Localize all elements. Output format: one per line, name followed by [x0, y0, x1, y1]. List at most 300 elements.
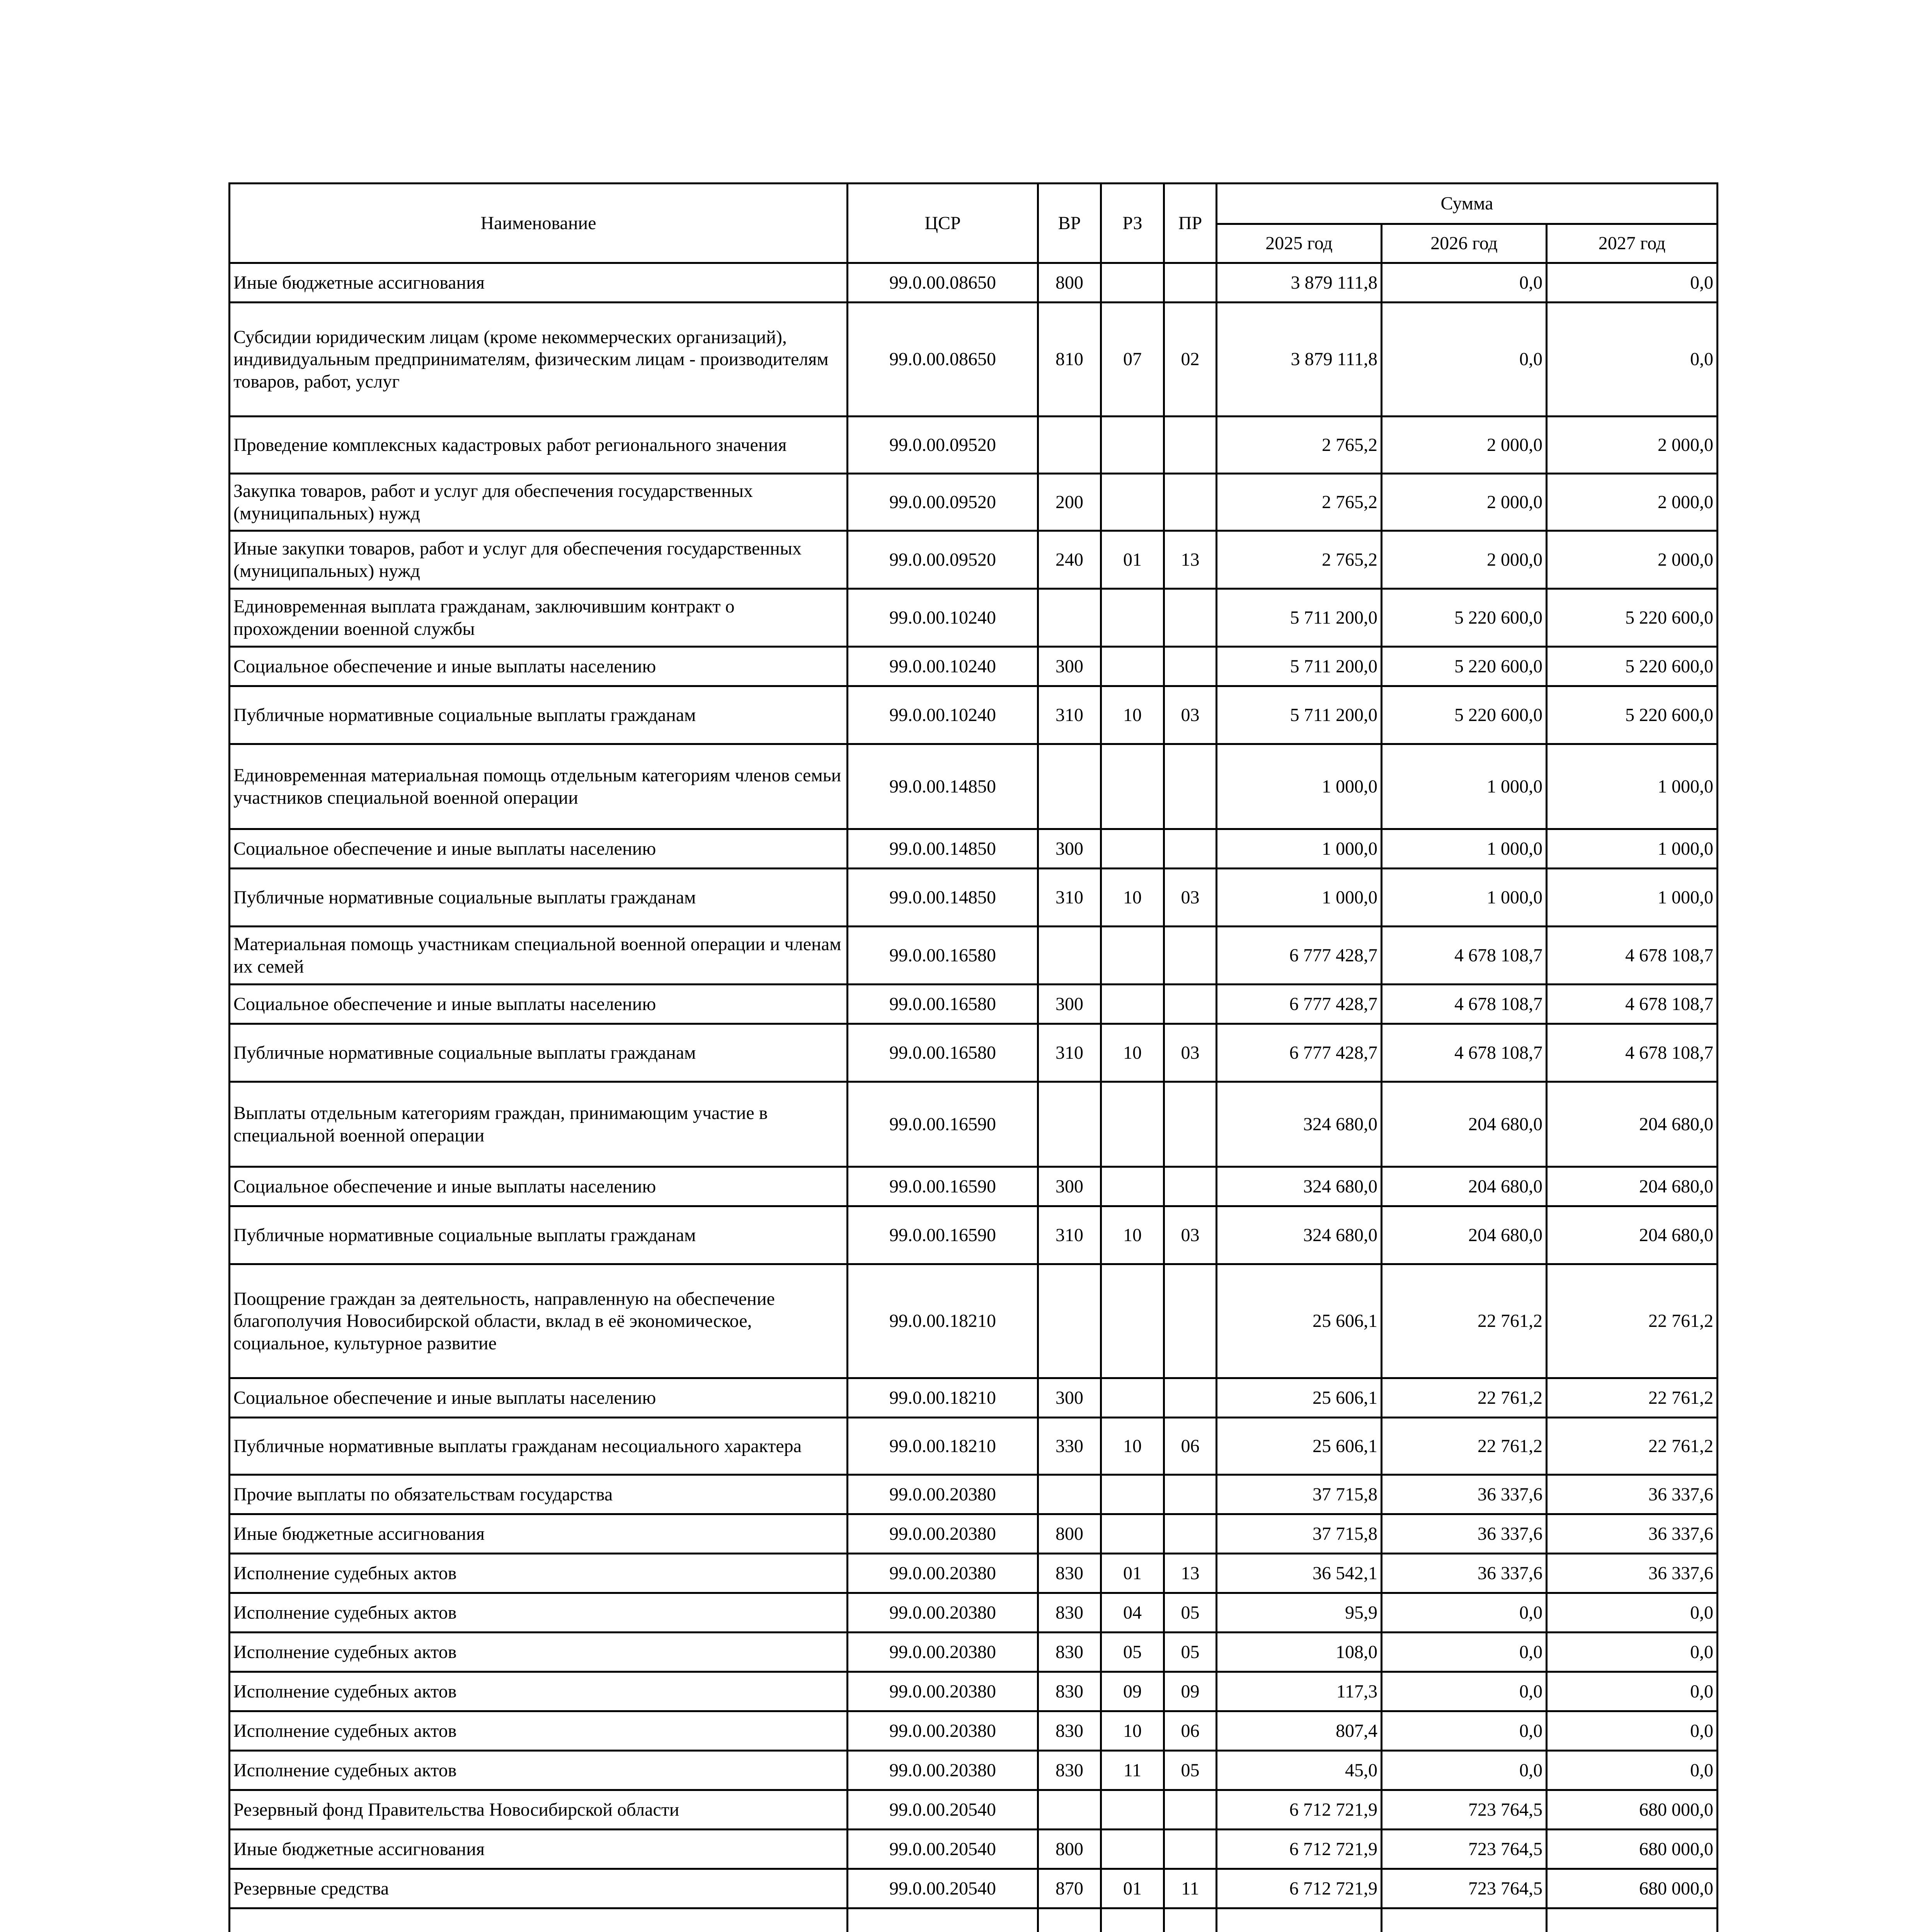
- cell-y2027: 204 680,0: [1547, 1167, 1718, 1206]
- cell-y2027: 4 678 108,7: [1547, 985, 1718, 1024]
- cell-rz: 01: [1101, 531, 1164, 589]
- cell-name: Исполнение судебных актов: [230, 1672, 848, 1711]
- cell-y2026: 36 337,6: [1382, 1514, 1547, 1554]
- table-row: [230, 1167, 1718, 1206]
- cell-pr: [1164, 1908, 1217, 1932]
- cell-vr: 810: [1038, 303, 1101, 417]
- cell-y2026: 36 337,6: [1382, 1554, 1547, 1593]
- cell-name: Резервный фонд Правительства Новосибирской области: [230, 1790, 848, 1830]
- cell-y2026: 723 764,5: [1382, 1790, 1547, 1830]
- table-row: [230, 1264, 1718, 1378]
- cell-y2025: 6 712 721,9: [1217, 1830, 1382, 1869]
- cell-y2025: 324 680,0: [1217, 1206, 1382, 1264]
- cell-vr: [1038, 927, 1101, 985]
- cell-csr: 99.0.00.16590: [848, 1167, 1038, 1206]
- cell-y2027: 680 000,0: [1547, 1790, 1718, 1830]
- cell-csr: 99.0.00.18210: [848, 1264, 1038, 1378]
- cell-csr: 99.0.00.16580: [848, 927, 1038, 985]
- cell-csr: 99.0.00.20380: [848, 1633, 1038, 1672]
- cell-csr: [848, 1908, 1038, 1932]
- header-rz: РЗ: [1101, 184, 1164, 263]
- cell-name: [230, 1908, 848, 1932]
- table-row: [230, 589, 1718, 647]
- cell-vr: 830: [1038, 1593, 1101, 1633]
- cell-y2027: 680 000,0: [1547, 1869, 1718, 1908]
- cell-vr: 800: [1038, 263, 1101, 303]
- cell-rz: [1101, 744, 1164, 829]
- cell-rz: [1101, 1264, 1164, 1378]
- cell-y2026: 0,0: [1382, 263, 1547, 303]
- cell-rz: 10: [1101, 1418, 1164, 1475]
- cell-csr: 99.0.00.20380: [848, 1672, 1038, 1711]
- cell-vr: 330: [1038, 1418, 1101, 1475]
- cell-y2025: 1 000,0: [1217, 829, 1382, 869]
- cell-csr: 99.0.00.18210: [848, 1378, 1038, 1418]
- table-row: [230, 1790, 1718, 1830]
- cell-name: Социальное обеспечение и иные выплаты населению: [230, 647, 848, 686]
- cell-vr: 300: [1038, 1167, 1101, 1206]
- cell-y2025: 324 680,0: [1217, 1167, 1382, 1206]
- cell-y2026: 0,0: [1382, 1711, 1547, 1751]
- cell-name: Исполнение судебных актов: [230, 1633, 848, 1672]
- cell-csr: 99.0.00.20540: [848, 1790, 1038, 1830]
- table-row: [230, 647, 1718, 686]
- cell-pr: [1164, 647, 1217, 686]
- cell-rz: 11: [1101, 1751, 1164, 1790]
- header-year-2026: 2026 год: [1382, 224, 1547, 263]
- cell-rz: [1101, 263, 1164, 303]
- cell-y2026: 204 680,0: [1382, 1167, 1547, 1206]
- table-row: [230, 985, 1718, 1024]
- cell-rz: [1101, 474, 1164, 531]
- cell-vr: [1038, 1790, 1101, 1830]
- cell-y2025: 108,0: [1217, 1633, 1382, 1672]
- table-row: [230, 1206, 1718, 1264]
- cell-rz: 09: [1101, 1672, 1164, 1711]
- cell-pr: 05: [1164, 1593, 1217, 1633]
- cell-y2025: 1 000,0: [1217, 869, 1382, 927]
- cell-name: Единовременная материальная помощь отдельным категориям членов семьи участников специальной военной операции: [230, 744, 848, 829]
- cell-pr: 03: [1164, 869, 1217, 927]
- cell-vr: 870: [1038, 1869, 1101, 1908]
- cell-y2027: 22 761,2: [1547, 1378, 1718, 1418]
- cell-vr: 240: [1038, 531, 1101, 589]
- cell-y2025: 2 765,2: [1217, 417, 1382, 474]
- cell-pr: [1164, 1790, 1217, 1830]
- cell-y2025: 25 606,1: [1217, 1378, 1382, 1418]
- cell-csr: 99.0.00.20380: [848, 1475, 1038, 1514]
- cell-csr: 99.0.00.20380: [848, 1554, 1038, 1593]
- cell-csr: 99.0.00.09520: [848, 474, 1038, 531]
- cell-vr: 800: [1038, 1830, 1101, 1869]
- cell-y2025: [1217, 1908, 1382, 1932]
- cell-rz: [1101, 589, 1164, 647]
- budget-table: [228, 182, 1718, 1932]
- cell-y2027: 4 678 108,7: [1547, 1024, 1718, 1082]
- cell-vr: 310: [1038, 686, 1101, 744]
- cell-y2026: 204 680,0: [1382, 1206, 1547, 1264]
- table-row: [230, 1751, 1718, 1790]
- cell-name: Исполнение судебных актов: [230, 1554, 848, 1593]
- table-row: [230, 1418, 1718, 1475]
- cell-name: Социальное обеспечение и иные выплаты населению: [230, 1167, 848, 1206]
- cell-y2026: 22 761,2: [1382, 1378, 1547, 1418]
- cell-y2027: 204 680,0: [1547, 1082, 1718, 1167]
- cell-name: Публичные нормативные социальные выплаты гражданам: [230, 869, 848, 927]
- cell-rz: 10: [1101, 686, 1164, 744]
- cell-rz: 05: [1101, 1633, 1164, 1672]
- cell-y2026: 0,0: [1382, 1672, 1547, 1711]
- table-row: [230, 417, 1718, 474]
- cell-y2027: 1 000,0: [1547, 869, 1718, 927]
- table-row: [230, 1554, 1718, 1593]
- header-pr: ПР: [1164, 184, 1217, 263]
- table-row: [230, 303, 1718, 417]
- cell-y2026: 1 000,0: [1382, 744, 1547, 829]
- cell-y2027: 4 678 108,7: [1547, 927, 1718, 985]
- cell-csr: 99.0.00.09520: [848, 417, 1038, 474]
- cell-csr: 99.0.00.14850: [848, 744, 1038, 829]
- cell-y2025: 95,9: [1217, 1593, 1382, 1633]
- table-row: [230, 1830, 1718, 1869]
- cell-csr: 99.0.00.08650: [848, 303, 1038, 417]
- cell-name: Закупка товаров, работ и услуг для обеспечения государственных (муниципальных) нужд: [230, 474, 848, 531]
- cell-y2027: 0,0: [1547, 1751, 1718, 1790]
- table-row: [230, 686, 1718, 744]
- cell-y2025: 6 712 721,9: [1217, 1790, 1382, 1830]
- cell-vr: 830: [1038, 1711, 1101, 1751]
- table-row: [230, 1593, 1718, 1633]
- cell-y2027: 0,0: [1547, 1593, 1718, 1633]
- cell-csr: 99.0.00.20380: [848, 1751, 1038, 1790]
- cell-name: Выплаты отдельным категориям граждан, принимающим участие в специальной военной операции: [230, 1082, 848, 1167]
- cell-name: Иные бюджетные ассигнования: [230, 1830, 848, 1869]
- cell-pr: [1164, 263, 1217, 303]
- cell-vr: 310: [1038, 1206, 1101, 1264]
- cell-y2026: 5 220 600,0: [1382, 647, 1547, 686]
- cell-pr: [1164, 1378, 1217, 1418]
- table-row: [230, 1908, 1718, 1932]
- cell-y2027: 0,0: [1547, 263, 1718, 303]
- table-row: [230, 1633, 1718, 1672]
- cell-pr: [1164, 927, 1217, 985]
- cell-name: Резервные средства: [230, 1869, 848, 1908]
- cell-vr: 200: [1038, 474, 1101, 531]
- cell-pr: [1164, 744, 1217, 829]
- cell-csr: 99.0.00.14850: [848, 829, 1038, 869]
- cell-name: Материальная помощь участникам специальной военной операции и членам их семей: [230, 927, 848, 985]
- cell-name: Единовременная выплата гражданам, заключившим контракт о прохождении военной службы: [230, 589, 848, 647]
- cell-csr: 99.0.00.10240: [848, 686, 1038, 744]
- cell-y2026: 4 678 108,7: [1382, 985, 1547, 1024]
- cell-pr: [1164, 589, 1217, 647]
- cell-y2027: 0,0: [1547, 1711, 1718, 1751]
- cell-name: Публичные нормативные социальные выплаты гражданам: [230, 1206, 848, 1264]
- cell-y2025: 5 711 200,0: [1217, 647, 1382, 686]
- table-row: [230, 1869, 1718, 1908]
- cell-name: Исполнение судебных актов: [230, 1751, 848, 1790]
- cell-rz: 10: [1101, 1711, 1164, 1751]
- cell-name: Иные бюджетные ассигнования: [230, 263, 848, 303]
- cell-pr: [1164, 829, 1217, 869]
- cell-pr: [1164, 1475, 1217, 1514]
- cell-y2026: 1 000,0: [1382, 869, 1547, 927]
- cell-rz: [1101, 829, 1164, 869]
- cell-rz: 10: [1101, 869, 1164, 927]
- cell-pr: 03: [1164, 1024, 1217, 1082]
- cell-y2025: 37 715,8: [1217, 1514, 1382, 1554]
- cell-rz: [1101, 1082, 1164, 1167]
- cell-y2025: 45,0: [1217, 1751, 1382, 1790]
- cell-pr: [1164, 1082, 1217, 1167]
- cell-name: Проведение комплексных кадастровых работ регионального значения: [230, 417, 848, 474]
- table-row: [230, 829, 1718, 869]
- cell-y2027: 204 680,0: [1547, 1206, 1718, 1264]
- cell-name: Прочие выплаты по обязательствам государства: [230, 1475, 848, 1514]
- cell-name: Публичные нормативные выплаты гражданам несоциального характера: [230, 1418, 848, 1475]
- cell-pr: 06: [1164, 1418, 1217, 1475]
- cell-vr: 830: [1038, 1554, 1101, 1593]
- cell-rz: [1101, 1830, 1164, 1869]
- cell-rz: [1101, 927, 1164, 985]
- table-row: [230, 1082, 1718, 1167]
- cell-vr: [1038, 1082, 1101, 1167]
- cell-pr: [1164, 1514, 1217, 1554]
- cell-y2025: 5 711 200,0: [1217, 686, 1382, 744]
- cell-vr: 300: [1038, 647, 1101, 686]
- cell-rz: [1101, 985, 1164, 1024]
- cell-y2025: 36 542,1: [1217, 1554, 1382, 1593]
- cell-rz: [1101, 417, 1164, 474]
- header-name: Наименование: [230, 184, 848, 263]
- cell-rz: 01: [1101, 1869, 1164, 1908]
- table-row: [230, 927, 1718, 985]
- cell-y2027: 22 761,2: [1547, 1418, 1718, 1475]
- cell-vr: 300: [1038, 985, 1101, 1024]
- cell-y2025: 37 715,8: [1217, 1475, 1382, 1514]
- cell-y2026: 22 761,2: [1382, 1264, 1547, 1378]
- header-sum: Сумма: [1217, 184, 1718, 224]
- cell-y2027: 36 337,6: [1547, 1554, 1718, 1593]
- cell-vr: [1038, 589, 1101, 647]
- cell-y2026: 4 678 108,7: [1382, 927, 1547, 985]
- cell-csr: 99.0.00.16590: [848, 1082, 1038, 1167]
- cell-csr: 99.0.00.20380: [848, 1593, 1038, 1633]
- cell-y2026: 22 761,2: [1382, 1418, 1547, 1475]
- cell-y2025: 3 879 111,8: [1217, 303, 1382, 417]
- cell-csr: 99.0.00.20380: [848, 1711, 1038, 1751]
- cell-vr: 300: [1038, 829, 1101, 869]
- cell-pr: 03: [1164, 686, 1217, 744]
- cell-csr: 99.0.00.14850: [848, 869, 1038, 927]
- cell-csr: 99.0.00.08650: [848, 263, 1038, 303]
- cell-csr: 99.0.00.16580: [848, 1024, 1038, 1082]
- cell-pr: 02: [1164, 303, 1217, 417]
- cell-y2027: 22 761,2: [1547, 1264, 1718, 1378]
- cell-vr: 830: [1038, 1633, 1101, 1672]
- table-row: [230, 263, 1718, 303]
- cell-pr: [1164, 417, 1217, 474]
- table-row: [230, 1475, 1718, 1514]
- cell-y2025: 1 000,0: [1217, 744, 1382, 829]
- cell-y2027: [1547, 1908, 1718, 1932]
- cell-y2025: 807,4: [1217, 1711, 1382, 1751]
- cell-y2026: 204 680,0: [1382, 1082, 1547, 1167]
- table-row: [230, 1024, 1718, 1082]
- cell-y2026: 2 000,0: [1382, 474, 1547, 531]
- cell-name: Социальное обеспечение и иные выплаты населению: [230, 1378, 848, 1418]
- cell-rz: 10: [1101, 1024, 1164, 1082]
- cell-y2025: 6 777 428,7: [1217, 985, 1382, 1024]
- cell-rz: [1101, 1475, 1164, 1514]
- table-row: [230, 1378, 1718, 1418]
- cell-y2026: 0,0: [1382, 1633, 1547, 1672]
- cell-pr: 13: [1164, 1554, 1217, 1593]
- cell-vr: 300: [1038, 1378, 1101, 1418]
- cell-name: Поощрение граждан за деятельность, направленную на обеспечение благополучия Новосибирской области, вклад в её экономическое, социальное, культурное развитие: [230, 1264, 848, 1378]
- cell-y2027: 0,0: [1547, 1633, 1718, 1672]
- cell-y2027: 5 220 600,0: [1547, 589, 1718, 647]
- cell-name: Субсидии юридическим лицам (кроме некоммерческих организаций), индивидуальным предпринимателям, физическим лицам - производителям товаров, работ, услуг: [230, 303, 848, 417]
- cell-csr: 99.0.00.18210: [848, 1418, 1038, 1475]
- cell-csr: 99.0.00.20380: [848, 1514, 1038, 1554]
- cell-vr: 800: [1038, 1514, 1101, 1554]
- cell-csr: 99.0.00.20540: [848, 1830, 1038, 1869]
- cell-y2026: 5 220 600,0: [1382, 686, 1547, 744]
- cell-y2026: 2 000,0: [1382, 531, 1547, 589]
- cell-y2026: 723 764,5: [1382, 1869, 1547, 1908]
- cell-y2027: 680 000,0: [1547, 1830, 1718, 1869]
- cell-csr: 99.0.00.16590: [848, 1206, 1038, 1264]
- cell-y2025: 324 680,0: [1217, 1082, 1382, 1167]
- cell-name: Иные закупки товаров, работ и услуг для обеспечения государственных (муниципальных) нужд: [230, 531, 848, 589]
- table-row: [230, 1514, 1718, 1554]
- cell-vr: 310: [1038, 869, 1101, 927]
- cell-pr: 11: [1164, 1869, 1217, 1908]
- cell-vr: [1038, 744, 1101, 829]
- cell-name: Публичные нормативные социальные выплаты гражданам: [230, 1024, 848, 1082]
- cell-y2025: 25 606,1: [1217, 1418, 1382, 1475]
- table-row: [230, 1672, 1718, 1711]
- cell-csr: 99.0.00.10240: [848, 647, 1038, 686]
- cell-vr: [1038, 1908, 1101, 1932]
- table-row: [230, 531, 1718, 589]
- cell-name: Исполнение судебных актов: [230, 1711, 848, 1751]
- table-row: [230, 1711, 1718, 1751]
- cell-rz: [1101, 1167, 1164, 1206]
- cell-y2025: 6 777 428,7: [1217, 927, 1382, 985]
- cell-y2027: 36 337,6: [1547, 1514, 1718, 1554]
- cell-pr: 05: [1164, 1751, 1217, 1790]
- cell-y2027: 2 000,0: [1547, 417, 1718, 474]
- cell-y2026: [1382, 1908, 1547, 1932]
- cell-rz: [1101, 1908, 1164, 1932]
- cell-csr: 99.0.00.16580: [848, 985, 1038, 1024]
- cell-pr: [1164, 474, 1217, 531]
- table-row: [230, 474, 1718, 531]
- cell-y2027: 2 000,0: [1547, 531, 1718, 589]
- table-row: [230, 869, 1718, 927]
- cell-y2025: 6 712 721,9: [1217, 1869, 1382, 1908]
- cell-y2027: 0,0: [1547, 1672, 1718, 1711]
- table-body: [230, 263, 1718, 1932]
- cell-y2026: 36 337,6: [1382, 1475, 1547, 1514]
- cell-y2026: 1 000,0: [1382, 829, 1547, 869]
- cell-vr: [1038, 1475, 1101, 1514]
- cell-name: Социальное обеспечение и иные выплаты населению: [230, 829, 848, 869]
- cell-csr: 99.0.00.09520: [848, 531, 1038, 589]
- table-header: [230, 184, 1718, 263]
- cell-rz: 10: [1101, 1206, 1164, 1264]
- cell-pr: [1164, 985, 1217, 1024]
- cell-y2026: 0,0: [1382, 1593, 1547, 1633]
- cell-y2025: 2 765,2: [1217, 474, 1382, 531]
- header-year-2027: 2027 год: [1547, 224, 1718, 263]
- cell-csr: 99.0.00.20540: [848, 1869, 1038, 1908]
- cell-vr: 830: [1038, 1751, 1101, 1790]
- cell-y2025: 25 606,1: [1217, 1264, 1382, 1378]
- cell-vr: 830: [1038, 1672, 1101, 1711]
- cell-y2027: 36 337,6: [1547, 1475, 1718, 1514]
- cell-rz: 07: [1101, 303, 1164, 417]
- cell-rz: [1101, 1790, 1164, 1830]
- header-vr: ВР: [1038, 184, 1101, 263]
- cell-pr: 05: [1164, 1633, 1217, 1672]
- header-year-2025: 2025 год: [1217, 224, 1382, 263]
- cell-y2027: 2 000,0: [1547, 474, 1718, 531]
- cell-pr: 13: [1164, 531, 1217, 589]
- cell-name: Социальное обеспечение и иные выплаты населению: [230, 985, 848, 1024]
- cell-pr: [1164, 1167, 1217, 1206]
- cell-name: Исполнение судебных актов: [230, 1593, 848, 1633]
- cell-pr: 03: [1164, 1206, 1217, 1264]
- cell-rz: [1101, 1514, 1164, 1554]
- cell-rz: 04: [1101, 1593, 1164, 1633]
- cell-y2027: 5 220 600,0: [1547, 647, 1718, 686]
- cell-y2025: 3 879 111,8: [1217, 263, 1382, 303]
- cell-pr: [1164, 1264, 1217, 1378]
- cell-y2025: 5 711 200,0: [1217, 589, 1382, 647]
- cell-y2027: 5 220 600,0: [1547, 686, 1718, 744]
- cell-y2026: 0,0: [1382, 303, 1547, 417]
- cell-y2026: 2 000,0: [1382, 417, 1547, 474]
- cell-pr: 09: [1164, 1672, 1217, 1711]
- cell-rz: [1101, 647, 1164, 686]
- cell-csr: 99.0.00.10240: [848, 589, 1038, 647]
- cell-rz: [1101, 1378, 1164, 1418]
- cell-vr: 310: [1038, 1024, 1101, 1082]
- cell-rz: 01: [1101, 1554, 1164, 1593]
- cell-y2025: 6 777 428,7: [1217, 1024, 1382, 1082]
- cell-y2027: 1 000,0: [1547, 744, 1718, 829]
- cell-pr: [1164, 1830, 1217, 1869]
- table-row: [230, 744, 1718, 829]
- cell-y2027: 0,0: [1547, 303, 1718, 417]
- cell-pr: 06: [1164, 1711, 1217, 1751]
- cell-y2026: 723 764,5: [1382, 1830, 1547, 1869]
- cell-y2026: 0,0: [1382, 1751, 1547, 1790]
- cell-vr: [1038, 1264, 1101, 1378]
- cell-y2026: 5 220 600,0: [1382, 589, 1547, 647]
- cell-y2025: 117,3: [1217, 1672, 1382, 1711]
- header-csr: ЦСР: [848, 184, 1038, 263]
- cell-y2027: 1 000,0: [1547, 829, 1718, 869]
- cell-vr: [1038, 417, 1101, 474]
- cell-y2025: 2 765,2: [1217, 531, 1382, 589]
- cell-name: Публичные нормативные социальные выплаты гражданам: [230, 686, 848, 744]
- cell-name: Иные бюджетные ассигнования: [230, 1514, 848, 1554]
- cell-y2026: 4 678 108,7: [1382, 1024, 1547, 1082]
